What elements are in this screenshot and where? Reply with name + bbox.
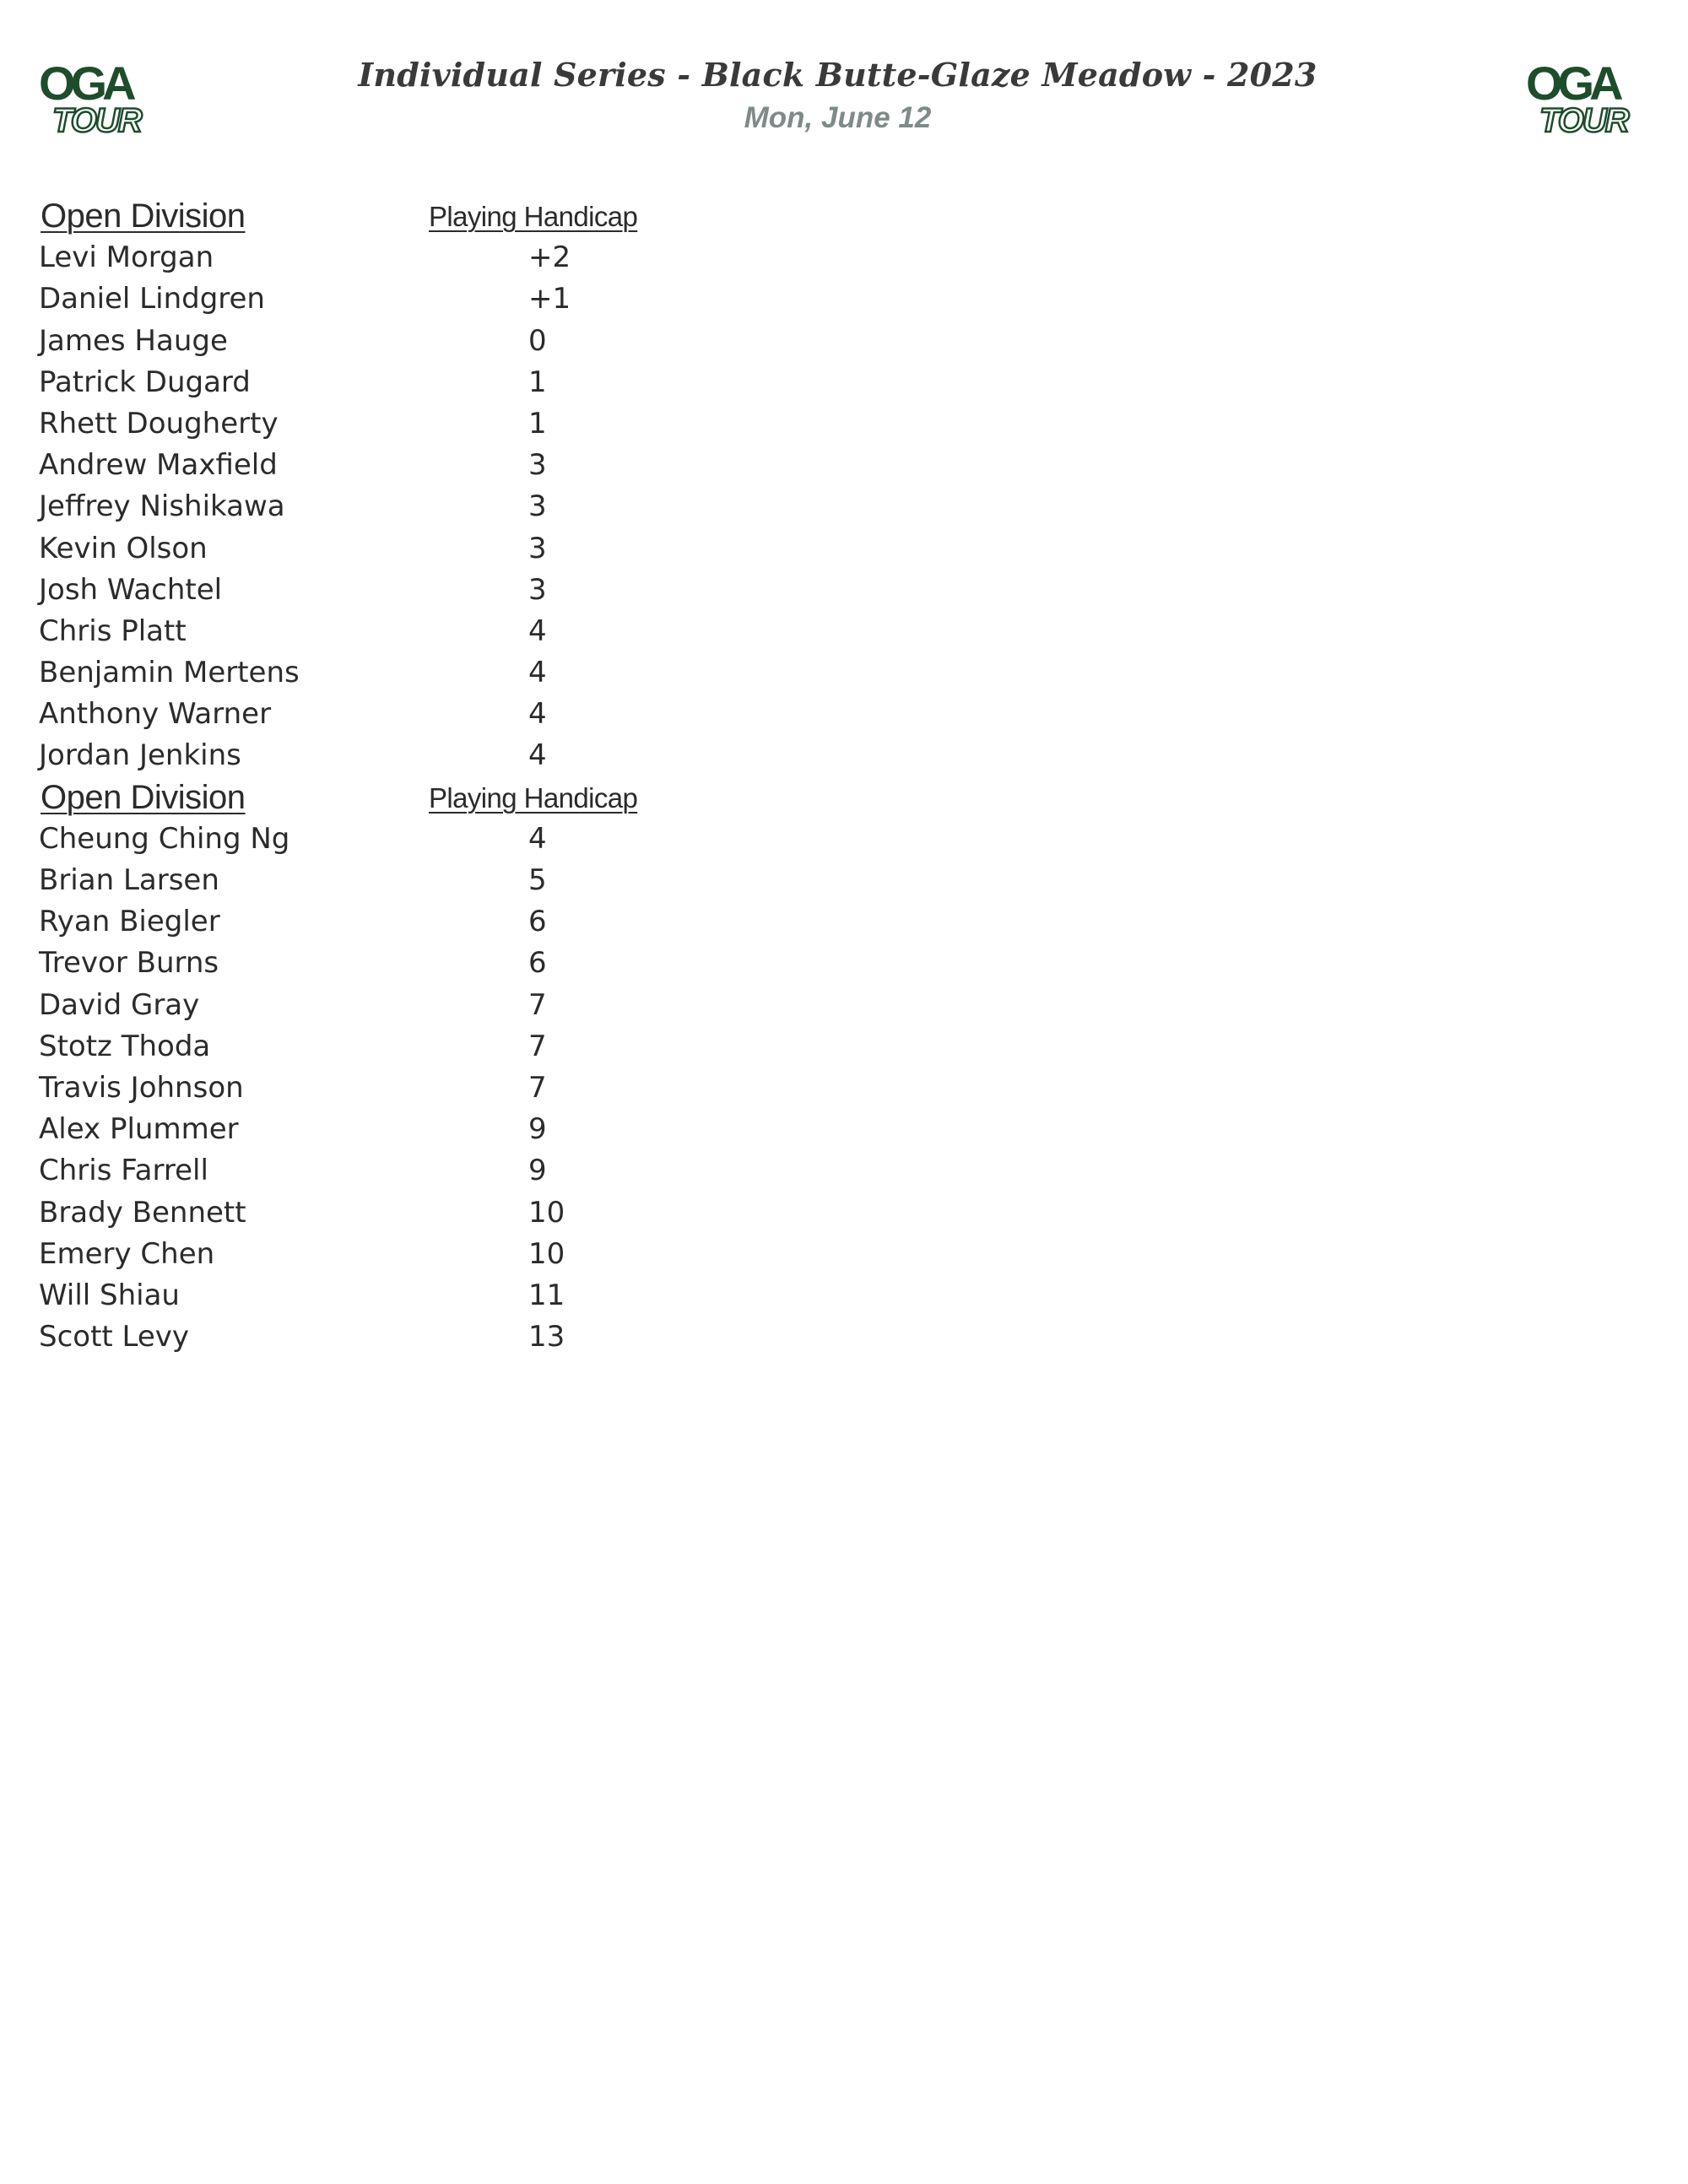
player-name: Benjamin Mertens — [39, 656, 300, 690]
player-name: David Gray — [39, 987, 200, 1022]
player-handicap: 7 — [528, 987, 547, 1022]
player-row — [0, 694, 844, 735]
player-name: Chris Platt — [39, 614, 187, 648]
svg-text:OGA: OGA — [1526, 57, 1619, 110]
player-handicap: 9 — [528, 1154, 547, 1188]
player-handicap: 3 — [528, 531, 547, 565]
player-handicap: 13 — [528, 1320, 565, 1354]
player-handicap: 7 — [528, 1070, 547, 1105]
player-handicap: 3 — [528, 572, 547, 607]
player-name: Patrick Dugard — [39, 365, 251, 399]
player-handicap: 6 — [528, 946, 547, 981]
player-row — [0, 860, 844, 901]
player-name: Brady Bennett — [39, 1195, 246, 1230]
player-row — [0, 652, 844, 694]
player-name: Daniel Lindgren — [39, 282, 265, 316]
section-header — [0, 777, 844, 819]
player-row — [0, 486, 844, 527]
player-handicap: 3 — [528, 489, 547, 524]
handicap-column-label: Playing Handicap — [429, 201, 638, 232]
player-handicap: +2 — [528, 241, 571, 275]
player-name: Anthony Warner — [39, 697, 272, 732]
player-row — [0, 278, 844, 320]
player-name: Scott Levy — [39, 1320, 190, 1354]
section-header — [0, 196, 844, 237]
svg-text:TOUR: TOUR — [1539, 102, 1628, 137]
handicap-column-label: Playing Handicap — [429, 781, 638, 814]
player-handicap: 6 — [528, 905, 547, 939]
player-row — [0, 1316, 844, 1358]
player-handicap: 4 — [528, 697, 547, 732]
player-handicap: 7 — [528, 1029, 547, 1063]
player-row — [0, 570, 844, 611]
player-name: Chris Farrell — [39, 1154, 208, 1188]
player-name: Jeffrey Nishikawa — [39, 489, 285, 524]
player-handicap: 10 — [528, 1236, 565, 1271]
player-handicap: 3 — [528, 448, 547, 483]
player-handicap: 11 — [528, 1278, 565, 1312]
player-name: Cheung Ching Ng — [39, 821, 290, 856]
player-name: James Hauge — [39, 323, 228, 358]
player-name: Emery Chen — [39, 1236, 215, 1271]
player-row — [0, 321, 844, 362]
event-date: Mon, June 12 — [744, 101, 932, 134]
player-row — [0, 237, 844, 278]
player-row — [0, 1275, 844, 1316]
player-handicap: 1 — [528, 365, 547, 399]
player-name: Will Shiau — [39, 1278, 180, 1312]
player-handicap: 1 — [528, 406, 547, 441]
player-name: Levi Morgan — [39, 241, 214, 275]
player-handicap: 4 — [528, 821, 547, 856]
player-name: Stotz Thoda — [39, 1029, 211, 1063]
player-name: Andrew Maxfield — [39, 448, 278, 483]
player-row — [0, 819, 844, 860]
player-handicap: 9 — [528, 1112, 547, 1147]
svg-text:OGA: OGA — [39, 57, 132, 110]
page-title: Individual Series - Black Butte-Glaze Meadow - 2023 — [358, 56, 1317, 94]
player-handicap: +1 — [528, 282, 571, 316]
player-name: Trevor Burns — [39, 946, 219, 981]
player-handicap: 4 — [528, 738, 547, 773]
oga-tour-logo-right — [1524, 56, 1642, 137]
player-row — [0, 735, 844, 776]
player-handicap: 0 — [528, 323, 547, 358]
player-row — [0, 985, 844, 1026]
player-name: Jordan Jenkins — [39, 738, 241, 773]
player-row — [0, 1234, 844, 1275]
player-row — [0, 1109, 844, 1150]
player-row — [0, 362, 844, 403]
player-handicap: 5 — [528, 863, 547, 897]
player-row — [0, 445, 844, 486]
player-name: Ryan Biegler — [39, 905, 220, 939]
player-name: Josh Wachtel — [39, 572, 223, 607]
player-handicap: 4 — [528, 656, 547, 690]
player-row — [0, 528, 844, 570]
player-row — [0, 1068, 844, 1109]
division-label: Open Division — [41, 197, 246, 235]
player-row — [0, 611, 844, 652]
handicap-roster — [0, 196, 844, 1358]
division-label: Open Division — [41, 778, 246, 816]
player-name: Kevin Olson — [39, 531, 208, 565]
player-row — [0, 901, 844, 943]
player-name: Travis Johnson — [39, 1070, 244, 1105]
svg-text:TOUR: TOUR — [52, 102, 141, 137]
player-row — [0, 403, 844, 445]
player-name: Brian Larsen — [39, 863, 219, 897]
player-handicap: 4 — [528, 614, 547, 648]
player-row — [0, 943, 844, 984]
player-row — [0, 1192, 844, 1234]
player-name: Rhett Dougherty — [39, 406, 279, 441]
player-name: Alex Plummer — [39, 1112, 239, 1147]
player-handicap: 10 — [528, 1195, 565, 1230]
player-row — [0, 1026, 844, 1068]
player-row — [0, 1150, 844, 1192]
